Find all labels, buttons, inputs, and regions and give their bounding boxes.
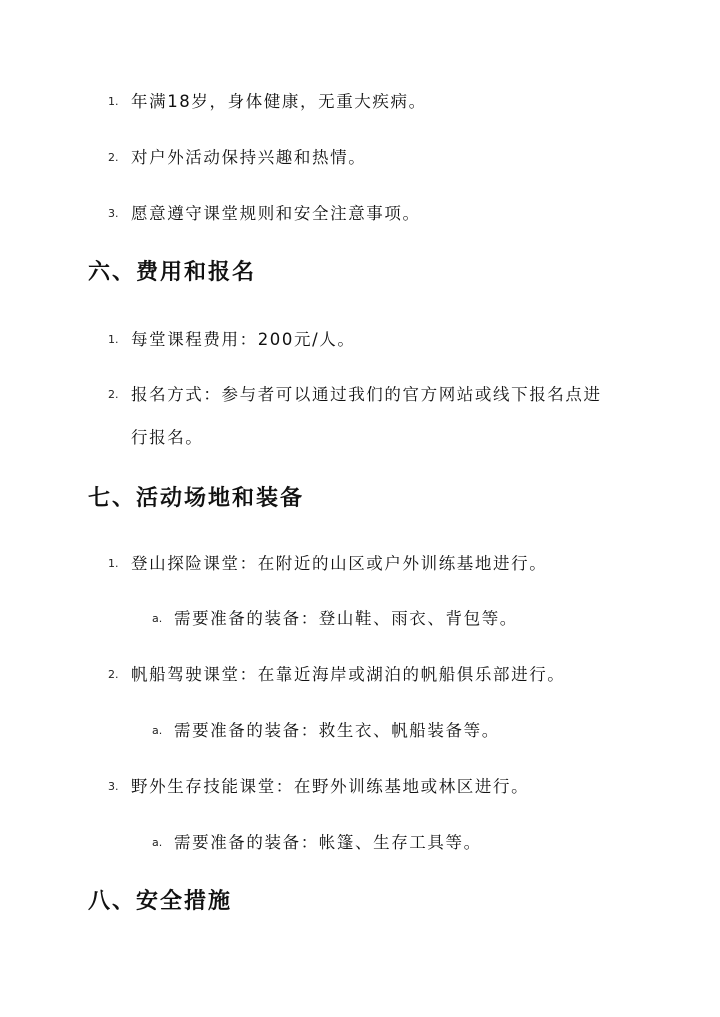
list-marker: 1. xyxy=(108,333,119,346)
list-marker: 2. xyxy=(108,668,119,681)
list-item: 报名方式：参与者可以通过我们的官方网站或线下报名点进 xyxy=(131,385,602,404)
list-marker: 2. xyxy=(108,151,119,164)
list-item: 帆船驾驶课堂：在靠近海岸或湖泊的帆船俱乐部进行。 xyxy=(131,665,566,684)
list-item: 愿意遵守课堂规则和安全注意事项。 xyxy=(131,204,421,223)
section-heading-safety: 八、安全措施 xyxy=(88,888,233,914)
sub-list-marker: a. xyxy=(152,724,163,737)
list-marker: 1. xyxy=(108,557,119,570)
sub-list-item: 需要准备的装备：帐篷、生存工具等。 xyxy=(174,833,482,852)
sub-list-item: 需要准备的装备：救生衣、帆船装备等。 xyxy=(174,721,500,740)
list-item: 年满18岁，身体健康，无重大疾病。 xyxy=(131,92,427,111)
sub-list-marker: a. xyxy=(152,612,163,625)
sub-list-marker: a. xyxy=(152,836,163,849)
list-item-continuation: 行报名。 xyxy=(131,428,204,447)
section-heading-fees: 六、费用和报名 xyxy=(88,259,257,285)
list-item: 对户外活动保持兴趣和热情。 xyxy=(131,148,367,167)
list-marker: 1. xyxy=(108,95,119,108)
sub-list-item: 需要准备的装备：登山鞋、雨衣、背包等。 xyxy=(174,609,518,628)
list-item: 每堂课程费用：200元/人。 xyxy=(131,330,356,349)
list-marker: 2. xyxy=(108,388,119,401)
section-heading-venue-equipment: 七、活动场地和装备 xyxy=(88,485,305,511)
list-marker: 3. xyxy=(108,780,119,793)
list-marker: 3. xyxy=(108,207,119,220)
list-item: 登山探险课堂：在附近的山区或户外训练基地进行。 xyxy=(131,554,548,573)
list-item: 野外生存技能课堂：在野外训练基地或林区进行。 xyxy=(131,777,530,796)
